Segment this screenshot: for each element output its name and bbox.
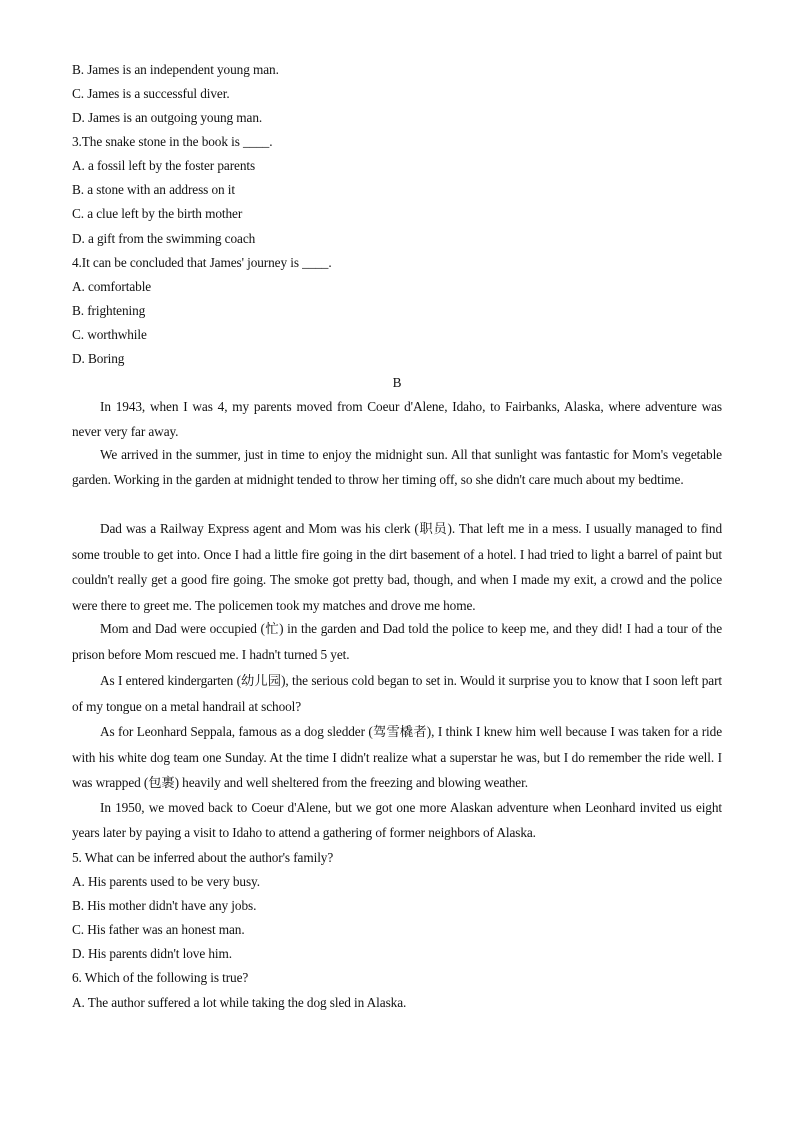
option-2b: B. James is an independent young man. (72, 62, 279, 77)
question-6: 6. Which of the following is true? (72, 970, 249, 985)
passage-paragraph-4: Mom and Dad were occupied (忙) in the garden and Dad told the police to keep me, and they did! I had a tour of the prison before Mom rescued me. I hadn't turned 5 yet. (72, 621, 722, 662)
option-4a: A. comfortable (72, 279, 152, 294)
option-4b: B. frightening (72, 303, 146, 318)
option-5c: C. His father was an honest man. (72, 922, 245, 937)
question-4: 4.It can be concluded that James' journey is ____. (72, 255, 332, 270)
option-2d: D. James is an outgoing young man. (72, 110, 263, 125)
option-4d: D. Boring (72, 351, 125, 366)
option-3b: B. a stone with an address on it (72, 182, 235, 197)
option-3a: A. a fossil left by the foster parents (72, 158, 256, 173)
passage-paragraph-6: As for Leonhard Seppala, famous as a dog sledder (驾雪橇者), I think I knew him well because I was taken for a ride with his white dog team one Sunday. At the time I didn't realize what a superstar he was, but I do remember the ride well. I was wrapped (包裹) heavily and well sheltered from the freezing and blowing weather. (72, 724, 722, 790)
option-5a: A. His parents used to be very busy. (72, 874, 260, 889)
passage-paragraph-7: In 1950, we moved back to Coeur d'Alene, but we got one more Alaskan adventure when Leonhard invited us eight years later by paying a visit to Idaho to attend a gathering of former neighbors of Alaska. (72, 800, 722, 840)
question-5: 5. What can be inferred about the author's family? (72, 850, 334, 865)
option-3d: D. a gift from the swimming coach (72, 231, 256, 246)
option-4c: C. worthwhile (72, 327, 147, 342)
option-2c: C. James is a successful diver. (72, 86, 230, 101)
passage-paragraph-1: In 1943, when I was 4, my parents moved from Coeur d'Alene, Idaho, to Fairbanks, Alaska, where adventure was never very far away. (72, 399, 722, 439)
passage-paragraph-3: Dad was a Railway Express agent and Mom was his clerk (职员). That left me in a mess. I usually managed to find some trouble to get into. Once I had a little fire going in the dirt basement of a hotel. I had tried to light a barrel of paint but couldn't really get a good fire going. The smoke got pretty bad, though, and when I made my exit, a crowd and the police were there to greet me. The policemen took my matches and drove me home. (72, 521, 722, 613)
option-5d: D. His parents didn't love him. (72, 946, 232, 961)
option-3c: C. a clue left by the birth mother (72, 206, 243, 221)
passage-paragraph-5: As I entered kindergarten (幼儿园), the serious cold began to set in. Would it surprise you to know that I soon left part of my tongue on a metal handrail at school? (72, 673, 722, 714)
question-3: 3.The snake stone in the book is ____. (72, 134, 273, 149)
option-5b: B. His mother didn't have any jobs. (72, 898, 257, 913)
section-heading: B (392, 375, 402, 390)
option-6a: A. The author suffered a lot while taking the dog sled in Alaska. (72, 995, 407, 1010)
passage-paragraph-2: We arrived in the summer, just in time to enjoy the midnight sun. All that sunlight was fantastic for Mom's vegetable garden. Working in the garden at midnight tended to throw her timing off, so she didn't care much about my bedtime. (72, 447, 722, 487)
